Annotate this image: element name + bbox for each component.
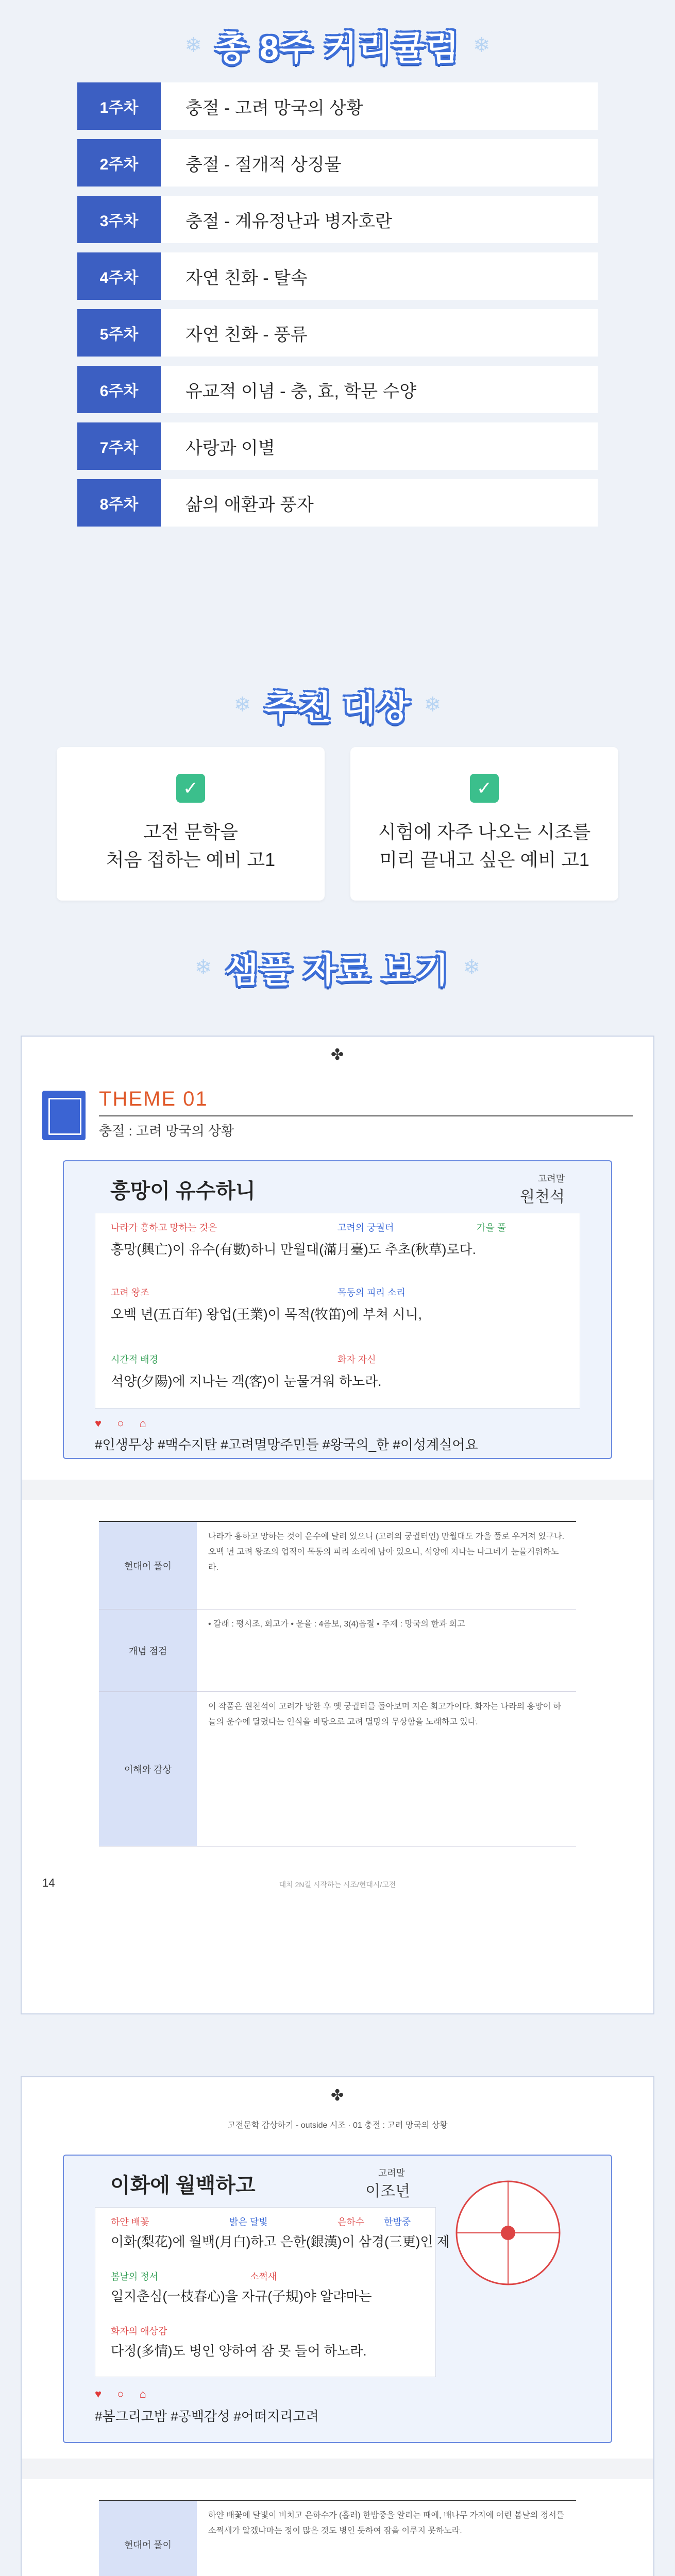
info-row (99, 1522, 576, 1609)
info-head: 개념 점검 (99, 1609, 197, 1691)
annotation: 고려 왕조 (111, 1287, 149, 1298)
annotation: 화자의 애상감 (111, 2326, 167, 2336)
week-label: 4주차 (77, 252, 161, 300)
poem-line: 오백 년(五百年) 왕업(王業)이 목적(牧笛)에 부쳐 시니, (111, 1307, 422, 1322)
snowflake-icon: ❄ (472, 33, 491, 57)
poem-card (63, 1160, 612, 1459)
poem-line: 석양(夕陽)에 지나는 객(客)이 눈물겨워 하노라. (111, 1374, 382, 1389)
recommend-heading: 추천 대상 (264, 688, 411, 726)
week-topic: 충절 - 절개적 상징물 (161, 139, 598, 187)
annotation: 화자 자신 (338, 1354, 376, 1365)
info-row (99, 2501, 576, 2576)
snowflake-icon: ❄ (194, 956, 212, 979)
recommend-card (57, 747, 325, 901)
poem-line: 다정(多情)도 병인 양하여 잠 못 들어 하노라. (111, 2343, 367, 2359)
reaction-icons: ♥ ○ ⌂ (95, 2387, 153, 2400)
snowflake-icon: ❄ (463, 956, 481, 979)
book-icon (42, 1091, 86, 1140)
recommend-cards (57, 747, 618, 901)
author-era: 고려말 (537, 1174, 565, 1184)
info-table (99, 1521, 576, 1846)
poem-card (63, 2155, 612, 2443)
snowflake-icon: ❄ (233, 693, 251, 716)
poem-paper (95, 2207, 450, 2377)
curriculum-title (0, 21, 675, 70)
curriculum-row (77, 139, 598, 187)
curriculum-row (77, 252, 598, 300)
week-label: 6주차 (77, 366, 161, 413)
theme-label: THEME 01 (99, 1088, 208, 1110)
info-row (99, 1609, 576, 1692)
info-body: 나라가 흥하고 망하는 것이 운수에 달려 있으니 (고려의 궁궐터인) 만월대도 가을 풀로 우거져 있구나. 오백 년 고려 왕조의 업적이 목동의 피리 소리에 남아 있으니, 석양에 지나는 나그네가 눈물겨워하노라. (208, 1532, 565, 1572)
info-table (99, 2500, 576, 2576)
annotation: 소쩍새 (250, 2272, 277, 2282)
annotation: 가을 풀 (477, 1223, 507, 1233)
curriculum-row (77, 479, 598, 527)
recommend-card (350, 747, 618, 901)
reaction-icons: ♥ ○ ⌂ (95, 1417, 153, 1430)
sample-page-2 (21, 2076, 654, 2576)
annotation: 나라가 흥하고 망하는 것은 (111, 1223, 217, 1233)
annotation: 한밤중 (384, 2217, 411, 2227)
week-label: 7주차 (77, 422, 161, 470)
annotation: 은하수 (338, 2217, 365, 2227)
info-row (99, 1692, 576, 1846)
week-topic: 자연 친화 - 풍류 (161, 309, 598, 357)
curriculum-table (77, 82, 598, 536)
annotation: 시간적 배경 (111, 1354, 158, 1365)
week-topic: 유교적 이념 - 충, 효, 학문 수양 (161, 366, 598, 413)
publisher-logo-icon: ✤ (331, 2087, 344, 2104)
curriculum-row (77, 422, 598, 470)
poem-line: 일지춘심(一枝春心)을 자규(子規)야 알랴마는 (111, 2289, 372, 2304)
week-topic: 충절 - 고려 망국의 상황 (161, 82, 598, 130)
snowflake-icon: ❄ (424, 693, 442, 716)
annotation: 목동의 피리 소리 (338, 1287, 406, 1298)
separator-strip (22, 1480, 653, 1500)
week-label: 5주차 (77, 309, 161, 357)
page-number: 14 (42, 1876, 55, 1889)
poem-title: 흥망이 유수하니 (110, 1180, 256, 1202)
sample-page-1 (21, 1036, 654, 2014)
info-head: 현대어 풀이 (99, 1522, 197, 1609)
publisher-logo-icon: ✤ (331, 1046, 344, 1063)
separator-strip (22, 2459, 653, 2479)
poem-line: 흥망(興亡)이 유수(有數)하니 만월대(滿月臺)도 추초(秋草)로다. (111, 1242, 476, 1257)
page-header: 고전문학 감상하기 - outside 시조 · 01 충절 : 고려 망국의 상황 (227, 2121, 448, 2130)
poem-author: 원천석 (520, 1189, 565, 1206)
recommend-line: 처음 접하는 예비 고1 (106, 849, 276, 870)
week-label: 3주차 (77, 196, 161, 243)
week-topic: 충절 - 계유정난과 병자호란 (161, 196, 598, 243)
week-topic: 자연 친화 - 탈속 (161, 252, 598, 300)
author-era: 고려말 (378, 2168, 405, 2178)
poem-author: 이조년 (365, 2183, 410, 2200)
week-label: 2주차 (77, 139, 161, 187)
info-head: 이해와 감상 (99, 1692, 197, 1846)
hashtags: #인생무상 #맥수지탄 #고려멸망주민들 #왕국의_한 #이성계실어요 (95, 1437, 478, 1452)
recommend-line: 미리 끝내고 싶은 예비 고1 (379, 849, 589, 870)
week-topic: 사랑과 이별 (161, 422, 598, 470)
theme-banner (42, 1086, 633, 1147)
info-head: 현대어 풀이 (99, 2501, 197, 2576)
hashtags: #봄그리고밤 #공백감성 #어떠지리고려 (95, 2409, 319, 2424)
annotation: 밝은 달빛 (229, 2217, 268, 2227)
recommend-line: 고전 문학을 (143, 821, 238, 842)
recommend-line: 시험에 자주 나오는 시조를 (378, 821, 591, 842)
info-body: 하얀 배꽃에 달빛이 비치고 은하수가 (흘러) 한밤중을 알리는 때에, 배나무 가지에 어린 봄날의 정서를 소쩍새가 알겠냐마는 정이 많은 것도 병인 듯하여 잠을 이루지 못하노라. (208, 2511, 565, 2535)
poem-title: 이화에 월백하고 (110, 2174, 256, 2197)
curriculum-row (77, 82, 598, 130)
poem-line: 이화(梨花)에 월백(月白)하고 은한(銀漢)이 삼경(三更)인 제 (111, 2234, 450, 2249)
annotation: 봄날의 정서 (111, 2272, 158, 2282)
page-footer: 대치 2N길 시작하는 시조/현대시/고전 (279, 1880, 396, 1889)
theme-subtitle: 충절 : 고려 망국의 상황 (99, 1123, 234, 1139)
curriculum-row (77, 196, 598, 243)
curriculum-row (77, 309, 598, 357)
info-body: • 갈래 : 평시조, 회고가 • 운율 : 4음보, 3(4)음절 • 주제 : 망국의 한과 회고 (208, 1620, 465, 1629)
samples-heading: 샘플 자료 보기 (225, 951, 450, 989)
week-label: 8주차 (77, 479, 161, 527)
check-icon: ✓ (470, 774, 499, 803)
recommend-title (0, 680, 675, 729)
curriculum-heading: 총 8주 커리큘럼 (215, 29, 460, 67)
poem-paper (95, 1213, 580, 1409)
week-label: 1주차 (77, 82, 161, 130)
annotation: 하얀 배꽃 (111, 2217, 149, 2227)
check-icon: ✓ (176, 774, 205, 803)
week-topic: 삶의 애환과 풍자 (161, 479, 598, 527)
annotation: 고려의 궁궐터 (338, 1223, 394, 1233)
info-body: 이 작품은 원천석이 고려가 망한 후 옛 궁궐터를 돌아보며 지은 회고가이다. 화자는 나라의 흥망이 하늘의 운수에 달렸다는 인식을 바탕으로 고려 멸망의 무상함을 노래하고 있다. (208, 1702, 561, 1726)
snowflake-icon: ❄ (184, 33, 202, 57)
curriculum-row (77, 366, 598, 413)
divider (99, 1115, 633, 1116)
night-sky-illustration (446, 2171, 570, 2295)
samples-title (0, 943, 675, 992)
